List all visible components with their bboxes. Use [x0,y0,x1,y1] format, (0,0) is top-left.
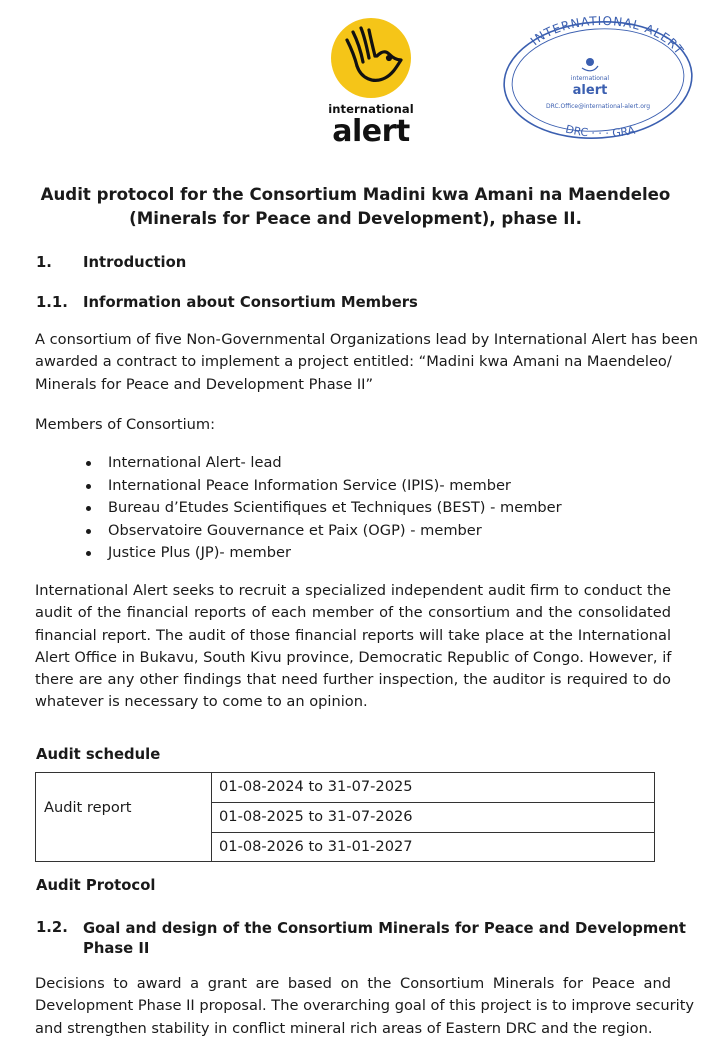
dove-hand-icon [331,18,411,98]
international-alert-logo [328,18,414,149]
recruit-line: audit of the financial reports of each member of the consortium and the consolidated [35,604,671,622]
logo-big-text: alert [332,114,410,149]
table-row [212,773,654,803]
goal-line: Decisions to award a grant are based on the Consortium Minerals for Peace and [35,975,671,992]
recruit-line: there are any other findings that need further inspection, the auditor is required to do [35,671,671,689]
stamp-inner-small: international [570,75,610,82]
title-line-1: Audit protocol for the Consortium Madini kwa Amani na Maendeleo [40,185,671,204]
stamp-email: DRC.Office@international-alert.org [545,103,651,110]
stamp-top-text: INTERNATIONAL ALERT [527,16,687,58]
section-1-heading: Introduction [83,254,187,271]
list-item: International Peace Information Service (IPIS)- member [80,475,562,498]
section-1-number: 1. [36,254,52,271]
intro-line: awarded a contract to implement a project entitled: “Madini kwa Amani na Maendeleo/ [35,353,672,371]
svg-text:INTERNATIONAL ALERT [528,16,687,58]
goal-line: and strengthen stability in conflict mineral rich areas of Eastern DRC and the region. [35,1019,653,1037]
section-1-2-heading-line-2: Phase II [83,940,150,957]
audit-schedule-table [35,772,655,862]
period-cell: 01-08-2025 to 31-07-2026 [219,808,413,825]
goal-paragraph [35,973,695,1040]
list-item: Justice Plus (JP)- member [80,542,562,565]
recruit-line: whatever is necessary to come to an opinion. [35,693,368,711]
stamp-inner-big: alert [572,83,608,98]
intro-line: A consortium of five Non-Governmental Organizations lead by International Alert has been [35,331,698,348]
audit-report-label: Audit report [44,799,132,816]
recruit-line: Alert Office in Bukavu, South Kivu province, Democratic Republic of Congo. However, if [35,648,672,666]
section-1-2-heading-line-1: Goal and design of the Consortium Minerals for Peace and Development [83,920,686,937]
table-label-cell [36,773,212,861]
members-label: Members of Consortium: [35,416,216,433]
recruit-line: International Alert seeks to recruit a specialized independent audit firm to conduct the [35,582,671,599]
section-1-1-number: 1.1. [36,294,68,311]
goal-line: Development Phase II proposal. The overarching goal of this project is to improve security [35,997,695,1015]
office-stamp [498,16,698,144]
intro-paragraph [35,329,698,396]
svg-text:DRC · · · GRA [564,123,636,140]
list-item: Observatoire Gouvernance et Paix (OGP) - member [80,520,562,543]
period-cell: 01-08-2026 to 31-01-2027 [219,838,413,855]
section-1-2-number: 1.2. [36,919,68,936]
logo-small-text: international [328,102,414,116]
list-item: Bureau d’Etudes Scientifiques et Techniques (BEST) - member [80,497,562,520]
document-title [20,183,691,231]
members-list [80,452,562,565]
list-item: International Alert- lead [80,452,562,475]
stamp-bottom-text: DRC · · · GRA [564,122,637,141]
section-1-1-heading: Information about Consortium Members [83,294,418,311]
table-row [212,833,654,861]
period-cell: 01-08-2024 to 31-07-2025 [219,778,413,795]
section-1-2-heading [83,919,686,959]
table-row [212,803,654,833]
intro-line: Minerals for Peace and Development Phase II” [35,375,374,393]
recruit-paragraph [35,580,671,714]
audit-schedule-heading: Audit schedule [36,746,161,763]
title-line-2: (Minerals for Peace and Development), phase II. [129,209,582,228]
audit-protocol-heading: Audit Protocol [36,877,156,894]
recruit-line: financial report. The audit of those financial reports will take place at the International [35,626,671,644]
